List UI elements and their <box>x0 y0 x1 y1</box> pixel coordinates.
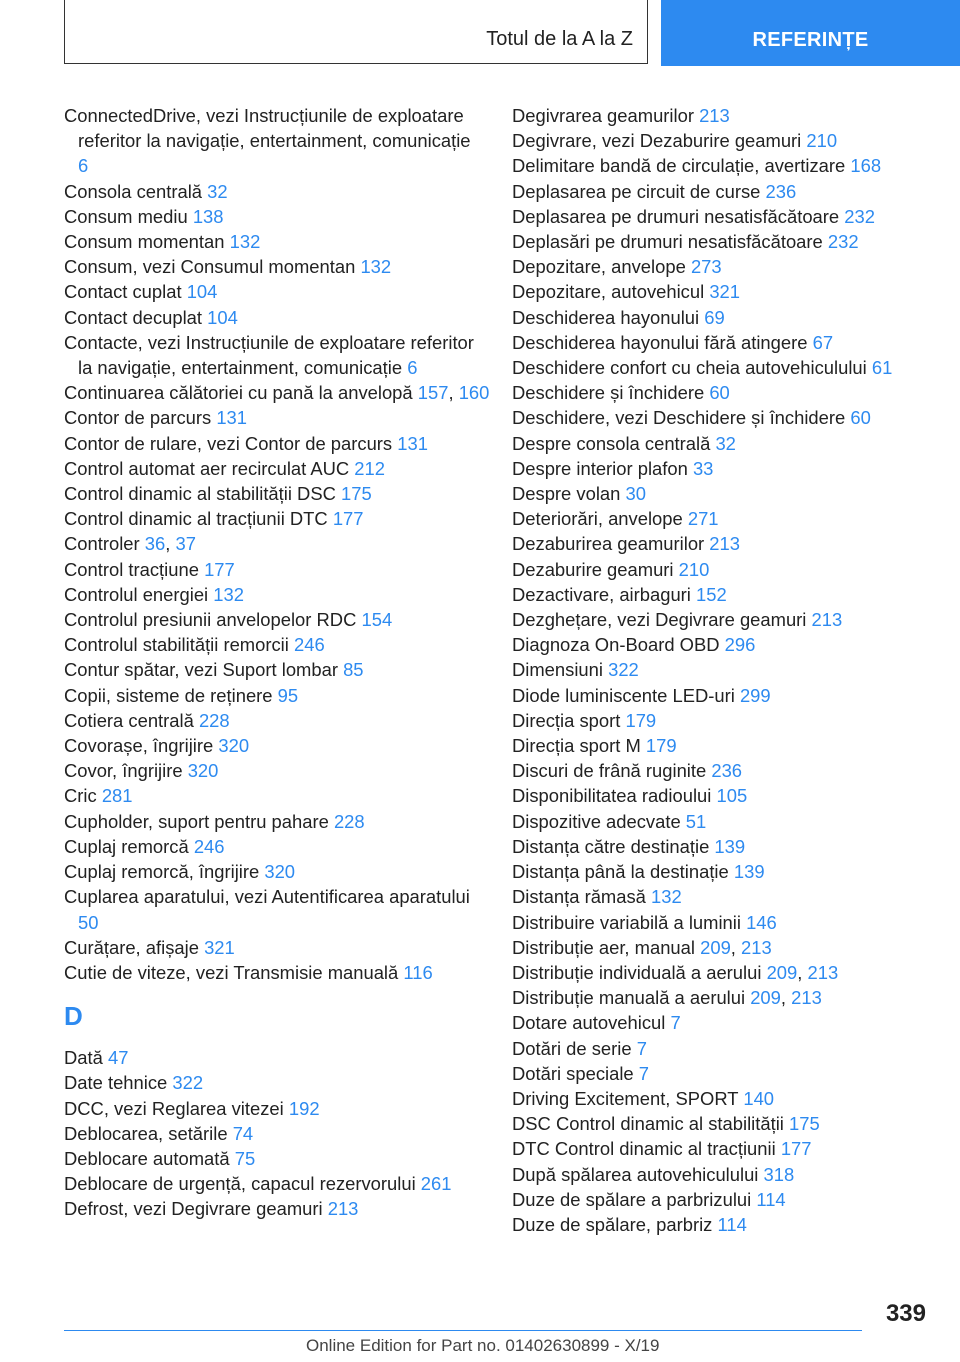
index-entry-term: Despre interior plafon <box>512 457 688 479</box>
index-entry-term: Cotiera centrală <box>64 709 194 731</box>
index-entry <box>512 708 952 733</box>
page-ref-link[interactable]: 209 <box>700 936 731 958</box>
index-entry <box>64 1070 484 1095</box>
index-entry-term: Distribuție individuală a aerului <box>512 961 762 983</box>
index-entry-term: Controler <box>64 533 140 555</box>
index-entry <box>64 1121 484 1146</box>
page-ref-link[interactable]: 236 <box>711 760 743 782</box>
index-entry <box>512 1187 952 1212</box>
section-title: Totul de la A la Z <box>486 28 633 50</box>
page-ref-link[interactable]: 261 <box>420 1173 452 1195</box>
index-entry-term: Disponibilitatea radioului <box>512 785 712 807</box>
index-entry-term: Direcția sport <box>512 709 621 731</box>
index-entry-term: DTC Control dinamic al tracțiunii <box>512 1138 776 1160</box>
page-ref-link[interactable]: 69 <box>704 306 725 328</box>
page-ref-link[interactable]: 177 <box>204 558 235 580</box>
index-list-d-continued <box>512 103 952 1237</box>
index-entry <box>64 657 484 682</box>
page-ref-link[interactable]: 209 <box>750 987 781 1009</box>
section-tab <box>64 0 648 64</box>
chapter-title: REFERINȚE <box>752 29 869 51</box>
page-ref-link[interactable]: 131 <box>397 432 428 454</box>
page-ref-link[interactable]: 32 <box>207 180 228 202</box>
index-entry-term: Contor de rulare, vezi Contor de parcurs <box>64 432 393 454</box>
page-ref-link[interactable]: 210 <box>678 558 710 580</box>
index-entry-term: Controlul energiei <box>64 583 209 605</box>
page-header <box>0 0 960 66</box>
index-list-d <box>64 1045 484 1221</box>
index-entry <box>64 582 484 607</box>
index-entry-term: Deschidere confort cu cheia autovehiculului <box>512 357 867 379</box>
index-entry-term: Contact decuplat <box>64 306 203 328</box>
index-entry <box>64 632 484 657</box>
index-entry <box>512 910 952 935</box>
page-ref-link[interactable]: 322 <box>608 659 639 681</box>
index-entry-term: Covorașe, îngrijire <box>64 735 214 757</box>
index-entry-term: Degivrarea geamurilor <box>512 105 694 126</box>
page-ref-link[interactable]: 104 <box>186 281 218 303</box>
index-entry <box>512 935 952 960</box>
index-entry <box>64 456 484 481</box>
index-entry <box>64 960 484 985</box>
page-ref-link[interactable]: 132 <box>360 256 392 278</box>
page-ref-link[interactable]: 213 <box>709 533 740 555</box>
index-entry-term: Distanța către destinație <box>512 835 710 857</box>
page-ref-link[interactable]: 160 <box>458 382 490 404</box>
index-entry-term: Contur spătar, vezi Suport lombar <box>64 659 338 681</box>
page-ref-link[interactable]: 210 <box>806 130 838 152</box>
index-entry <box>512 1061 952 1086</box>
index-entry-term: Deblocarea, setările <box>64 1122 228 1144</box>
index-entry <box>512 506 952 531</box>
page-ref-link[interactable]: 320 <box>218 735 250 757</box>
index-entry-term: Date tehnice <box>64 1072 168 1094</box>
index-entry <box>64 481 484 506</box>
index-entry <box>64 859 484 884</box>
index-entry <box>512 960 952 985</box>
index-entry <box>64 1096 484 1121</box>
page-ref-link[interactable]: 321 <box>204 936 235 958</box>
page-ref-link[interactable]: 61 <box>871 357 893 379</box>
index-entry <box>64 809 484 834</box>
index-entry-term: DSC Control dinamic al stabilității <box>512 1113 784 1135</box>
page-ref-link[interactable]: 175 <box>341 483 372 505</box>
page-ref-link[interactable]: 320 <box>187 760 219 782</box>
index-entry-term: Dezactivare, airbaguri <box>512 583 691 605</box>
index-entry-term: Copii, sisteme de reținere <box>64 684 273 706</box>
index-entry-term: Driving Excitement, SPORT <box>512 1087 739 1109</box>
page-ref-link[interactable]: 116 <box>403 961 433 983</box>
index-entry <box>64 733 484 758</box>
index-entry <box>512 557 952 582</box>
page-ref-link[interactable]: 36 <box>144 533 166 555</box>
index-entry-term: Despre volan <box>512 483 621 505</box>
index-entry-term: Cupholder, suport pentru pahare <box>64 810 329 832</box>
index-entry <box>64 783 484 808</box>
index-entry <box>512 305 952 330</box>
page-ref-link[interactable]: 60 <box>850 407 871 429</box>
index-entry-term: Dezaburire geamuri <box>512 558 674 580</box>
index-column-left <box>64 103 490 1222</box>
index-entry <box>512 1111 952 1136</box>
index-entry <box>512 657 952 682</box>
page-ref-link[interactable]: 51 <box>685 810 707 832</box>
ref-separator: , <box>797 961 808 983</box>
index-entry-term: Dată <box>64 1047 103 1069</box>
index-entry <box>64 557 484 582</box>
index-entry <box>64 1045 484 1070</box>
page-ref-link[interactable]: 131 <box>216 407 248 429</box>
page-ref-link[interactable]: 105 <box>716 785 748 807</box>
index-entry-term: Depozitare, autovehicul <box>512 281 705 303</box>
index-entry <box>64 279 484 304</box>
index-entry-term: Cuplarea aparatului, vezi Autentificarea aparatului <box>64 886 470 908</box>
page-ref-link[interactable]: 271 <box>687 508 719 530</box>
index-entry-term: Dotare autovehicul <box>512 1012 666 1034</box>
footer-divider <box>64 1330 862 1331</box>
index-entry-term: Deschiderea hayonului fără atingere <box>512 331 808 353</box>
page-ref-link[interactable]: 192 <box>288 1097 320 1119</box>
page-ref-link[interactable]: 7 <box>638 1062 649 1084</box>
index-entry <box>64 380 490 405</box>
index-entry <box>512 1212 952 1237</box>
index-entry <box>512 531 952 556</box>
index-entry-term: Control automat aer recirculat AUC <box>64 457 350 479</box>
index-entry-term: Controlul stabilității remorcii <box>64 634 289 656</box>
page-ref-link[interactable]: 50 <box>78 911 99 933</box>
index-entry-term: Dezghețare, vezi Degivrare geamuri <box>512 609 807 631</box>
index-entry-term: Duze de spălare a parbrizului <box>512 1188 752 1210</box>
page-ref-link[interactable]: 67 <box>812 331 834 353</box>
index-entry-term: Deplasarea pe circuit de curse <box>512 180 761 202</box>
page-ref-link[interactable]: 132 <box>229 231 261 253</box>
page-ref-link[interactable]: 212 <box>354 457 385 479</box>
ref-separator: , <box>730 936 742 958</box>
page-ref-link[interactable]: 168 <box>850 155 882 177</box>
page-ref-link[interactable]: 179 <box>645 735 677 757</box>
index-entry <box>64 1196 484 1221</box>
index-entry <box>512 380 952 405</box>
index-entry <box>64 305 484 330</box>
index-entry-term: Deplasări pe drumuri nesatisfăcătoare <box>512 231 823 253</box>
index-entry-term: Defrost, vezi Degivrare geamuri <box>64 1198 323 1220</box>
page-ref-link[interactable]: 213 <box>807 961 839 983</box>
page-ref-link[interactable]: 85 <box>343 659 364 681</box>
page-ref-link[interactable]: 213 <box>791 987 822 1009</box>
index-entry-term: Depozitare, anvelope <box>512 256 686 278</box>
page-ref-link[interactable]: 228 <box>333 810 365 832</box>
page-ref-link[interactable]: 299 <box>739 684 771 706</box>
page-ref-link[interactable]: 209 <box>766 961 798 983</box>
index-entry <box>512 859 952 884</box>
page-ref-link[interactable]: 321 <box>709 281 741 303</box>
index-entry-term: Degivrare, vezi Dezaburire geamuri <box>512 130 802 152</box>
index-entry <box>64 607 484 632</box>
index-entry <box>512 1036 952 1061</box>
page-ref-link[interactable]: 322 <box>172 1072 204 1094</box>
index-entry-term: Deschidere și închidere <box>512 382 705 404</box>
page-ref-link[interactable]: 213 <box>741 936 772 958</box>
page-ref-link[interactable]: 60 <box>709 382 730 404</box>
page-ref-link[interactable]: 281 <box>101 785 133 807</box>
index-entry-term: Curățare, afișaje <box>64 936 199 958</box>
page-ref-link[interactable]: 47 <box>107 1047 129 1069</box>
index-entry-term: Discuri de frână ruginite <box>512 760 707 782</box>
index-entry-term: Contacte, vezi Instrucțiunile de exploatare referitor la navigație, entertainment, comunicație <box>64 331 474 379</box>
page-ref-link[interactable]: 146 <box>746 911 777 933</box>
index-entry-term: Dimensiuni <box>512 659 603 681</box>
index-entry-term: Control dinamic al tracțiunii DTC <box>64 508 328 530</box>
index-entry-term: Distribuție manuală a aerului <box>512 987 746 1009</box>
index-entry-term: Deschidere, vezi Deschidere și închidere <box>512 407 846 429</box>
index-entry <box>64 103 484 179</box>
index-entry-term: Cuplaj remorcă, îngrijire <box>64 861 260 883</box>
index-entry-term: Despre consola centrală <box>512 432 711 454</box>
index-entry-term: Deplasarea pe drumuri nesatisfăcătoare <box>512 205 840 227</box>
index-entry <box>64 683 484 708</box>
index-entry-term: Control dinamic al stabilității DSC <box>64 483 336 505</box>
page-ref-link[interactable]: 74 <box>232 1122 254 1144</box>
index-entry-term: Dotări de serie <box>512 1037 632 1059</box>
page-ref-link[interactable]: 114 <box>717 1213 747 1235</box>
index-entry-term: Dezaburirea geamurilor <box>512 533 705 555</box>
index-entry-term: Cutie de viteze, vezi Transmisie manuală <box>64 961 399 983</box>
index-entry <box>512 884 952 909</box>
index-entry <box>512 1010 952 1035</box>
index-entry-term: Dispozitive adecvate <box>512 810 681 832</box>
page-ref-link[interactable]: 213 <box>811 609 843 631</box>
index-entry-term: Distribuire variabilă a luminii <box>512 911 741 933</box>
index-entry <box>512 355 952 380</box>
index-entry-term: Delimitare bandă de circulație, avertizare <box>512 155 846 177</box>
index-entry <box>64 254 484 279</box>
index-entry <box>64 204 484 229</box>
index-entry-term: Consum momentan <box>64 231 225 253</box>
page-ref-link[interactable]: 246 <box>193 835 225 857</box>
page-ref-link[interactable]: 157 <box>417 382 449 404</box>
index-entry-term: Cric <box>64 785 97 807</box>
page-number: 339 <box>885 1300 926 1327</box>
page-ref-link[interactable]: 228 <box>198 709 230 731</box>
index-entry-term: Duze de spălare, parbriz <box>512 1213 713 1235</box>
index-entry <box>64 1171 484 1196</box>
page-ref-link[interactable]: 177 <box>780 1138 812 1160</box>
page-ref-link[interactable]: 175 <box>789 1113 820 1135</box>
index-entry-term: Deteriorări, anvelope <box>512 508 683 530</box>
index-entry-term: După spălarea autovehiculului <box>512 1163 759 1185</box>
index-entry <box>512 783 952 808</box>
page-ref-link[interactable]: 95 <box>277 684 299 706</box>
index-entry <box>64 431 484 456</box>
index-entry <box>512 809 952 834</box>
index-entry <box>64 758 484 783</box>
page-ref-link[interactable]: 179 <box>625 709 657 731</box>
page-ref-link[interactable]: 132 <box>651 886 682 908</box>
index-entry-term: Deblocare de urgență, capacul rezervorului <box>64 1173 416 1195</box>
index-entry-term: Contact cuplat <box>64 281 182 303</box>
page-ref-link[interactable]: 75 <box>234 1147 256 1169</box>
index-entry <box>512 733 952 758</box>
page-ref-link[interactable]: 140 <box>743 1087 775 1109</box>
page-ref-link[interactable]: 232 <box>827 231 859 253</box>
page-ref-link[interactable]: 139 <box>733 861 765 883</box>
page-ref-link[interactable]: 33 <box>692 457 714 479</box>
index-entry <box>512 1086 952 1111</box>
page-ref-link[interactable]: 177 <box>332 508 364 530</box>
index-entry <box>512 1162 952 1187</box>
index-entry-term: Covor, îngrijire <box>64 760 183 782</box>
ref-separator: , <box>448 382 459 404</box>
index-entry <box>64 531 484 556</box>
page-ref-link[interactable]: 114 <box>756 1188 786 1210</box>
index-entry <box>512 683 952 708</box>
page-ref-link[interactable]: 132 <box>213 583 244 605</box>
index-entry <box>64 935 484 960</box>
page-ref-link[interactable]: 236 <box>765 180 797 202</box>
page-ref-link[interactable]: 232 <box>844 205 875 227</box>
ref-separator: , <box>780 987 792 1009</box>
index-entry-term: Direcția sport M <box>512 735 641 757</box>
index-entry <box>512 254 952 279</box>
index-entry-term: Distanța până la destinație <box>512 861 729 883</box>
index-entry <box>512 582 952 607</box>
index-entry <box>64 330 484 380</box>
index-entry-term: Distribuție aer, manual <box>512 936 695 958</box>
index-entry-term: Deschiderea hayonului <box>512 306 700 328</box>
index-entry <box>512 456 952 481</box>
index-entry-term: Consum mediu <box>64 205 188 227</box>
index-entry-term: Control tracțiune <box>64 558 199 580</box>
page-ref-link[interactable]: 104 <box>207 306 238 328</box>
index-entry <box>512 229 952 254</box>
index-entry <box>512 128 952 153</box>
index-entry-term: DCC, vezi Reglarea vitezei <box>64 1097 284 1119</box>
index-entry <box>64 834 484 859</box>
index-entry <box>512 632 952 657</box>
index-entry-term: ConnectedDrive, vezi Instrucțiunile de exploatare referitor la navigație, entertainment, comunicație <box>64 105 471 152</box>
index-entry-term: Consola centrală <box>64 180 203 202</box>
index-entry-term: Cuplaj remorcă <box>64 835 189 857</box>
index-entry <box>64 179 484 204</box>
index-entry <box>64 884 484 934</box>
page-ref-link[interactable]: 318 <box>763 1163 795 1185</box>
index-entry <box>64 229 484 254</box>
index-entry <box>64 1146 484 1171</box>
index-entry <box>512 1136 952 1161</box>
index-entry-term: Diode luminiscente LED-uri <box>512 684 735 706</box>
page-ref-link[interactable]: 213 <box>327 1198 359 1220</box>
index-entry-term: Diagnoza On-Board OBD <box>512 634 720 656</box>
page-ref-link[interactable]: 213 <box>699 105 730 126</box>
index-entry <box>512 153 952 178</box>
page-ref-link[interactable]: 7 <box>636 1037 647 1059</box>
index-entry-term: Deblocare automată <box>64 1147 230 1169</box>
section-letter: D <box>64 1001 83 1032</box>
page-ref-link[interactable]: 6 <box>407 357 418 379</box>
index-entry-term: Dotări speciale <box>512 1062 634 1084</box>
page-ref-link[interactable]: 7 <box>670 1012 681 1034</box>
page-ref-link[interactable]: 152 <box>696 583 727 605</box>
page-ref-link[interactable]: 37 <box>175 533 196 555</box>
page-ref-link[interactable]: 138 <box>192 205 224 227</box>
index-entry <box>64 708 484 733</box>
index-entry <box>512 985 952 1010</box>
page-ref-link[interactable]: 6 <box>78 155 89 177</box>
index-entry <box>64 506 484 531</box>
index-column-right <box>512 103 952 1237</box>
index-entry <box>512 204 952 229</box>
index-entry <box>512 481 952 506</box>
page-ref-link[interactable]: 30 <box>625 483 646 505</box>
index-entry <box>512 405 952 430</box>
page-ref-link[interactable]: 246 <box>293 634 325 656</box>
index-list-c <box>64 103 490 985</box>
page-ref-link[interactable]: 296 <box>724 634 756 656</box>
page-ref-link[interactable]: 139 <box>714 835 746 857</box>
index-entry <box>512 758 952 783</box>
index-entry <box>512 607 952 632</box>
index-entry <box>512 279 952 304</box>
index-entry-term: Contor de parcurs <box>64 407 212 429</box>
index-entry <box>512 431 952 456</box>
index-entry <box>64 405 484 430</box>
chapter-tab[interactable] <box>661 0 960 66</box>
index-entry-term: Continuarea călătoriei cu pană la anvelopă <box>64 382 413 404</box>
index-entry <box>512 103 952 128</box>
index-entry <box>512 834 952 859</box>
ref-separator: , <box>165 533 176 555</box>
page-ref-link[interactable]: 273 <box>690 256 722 278</box>
index-entry-term: Controlul presiunii anvelopelor RDC <box>64 609 357 631</box>
index-entry-term: Distanța rămasă <box>512 886 646 908</box>
page-ref-link[interactable]: 154 <box>361 609 393 631</box>
page-ref-link[interactable]: 32 <box>715 432 736 454</box>
footer-edition: Online Edition for Part no. 01402630899 - X/19 <box>306 1336 660 1355</box>
index-entry-term: Consum, vezi Consumul momentan <box>64 256 356 278</box>
page-ref-link[interactable]: 320 <box>264 861 296 883</box>
index-entry <box>512 330 952 355</box>
index-entry <box>512 179 952 204</box>
